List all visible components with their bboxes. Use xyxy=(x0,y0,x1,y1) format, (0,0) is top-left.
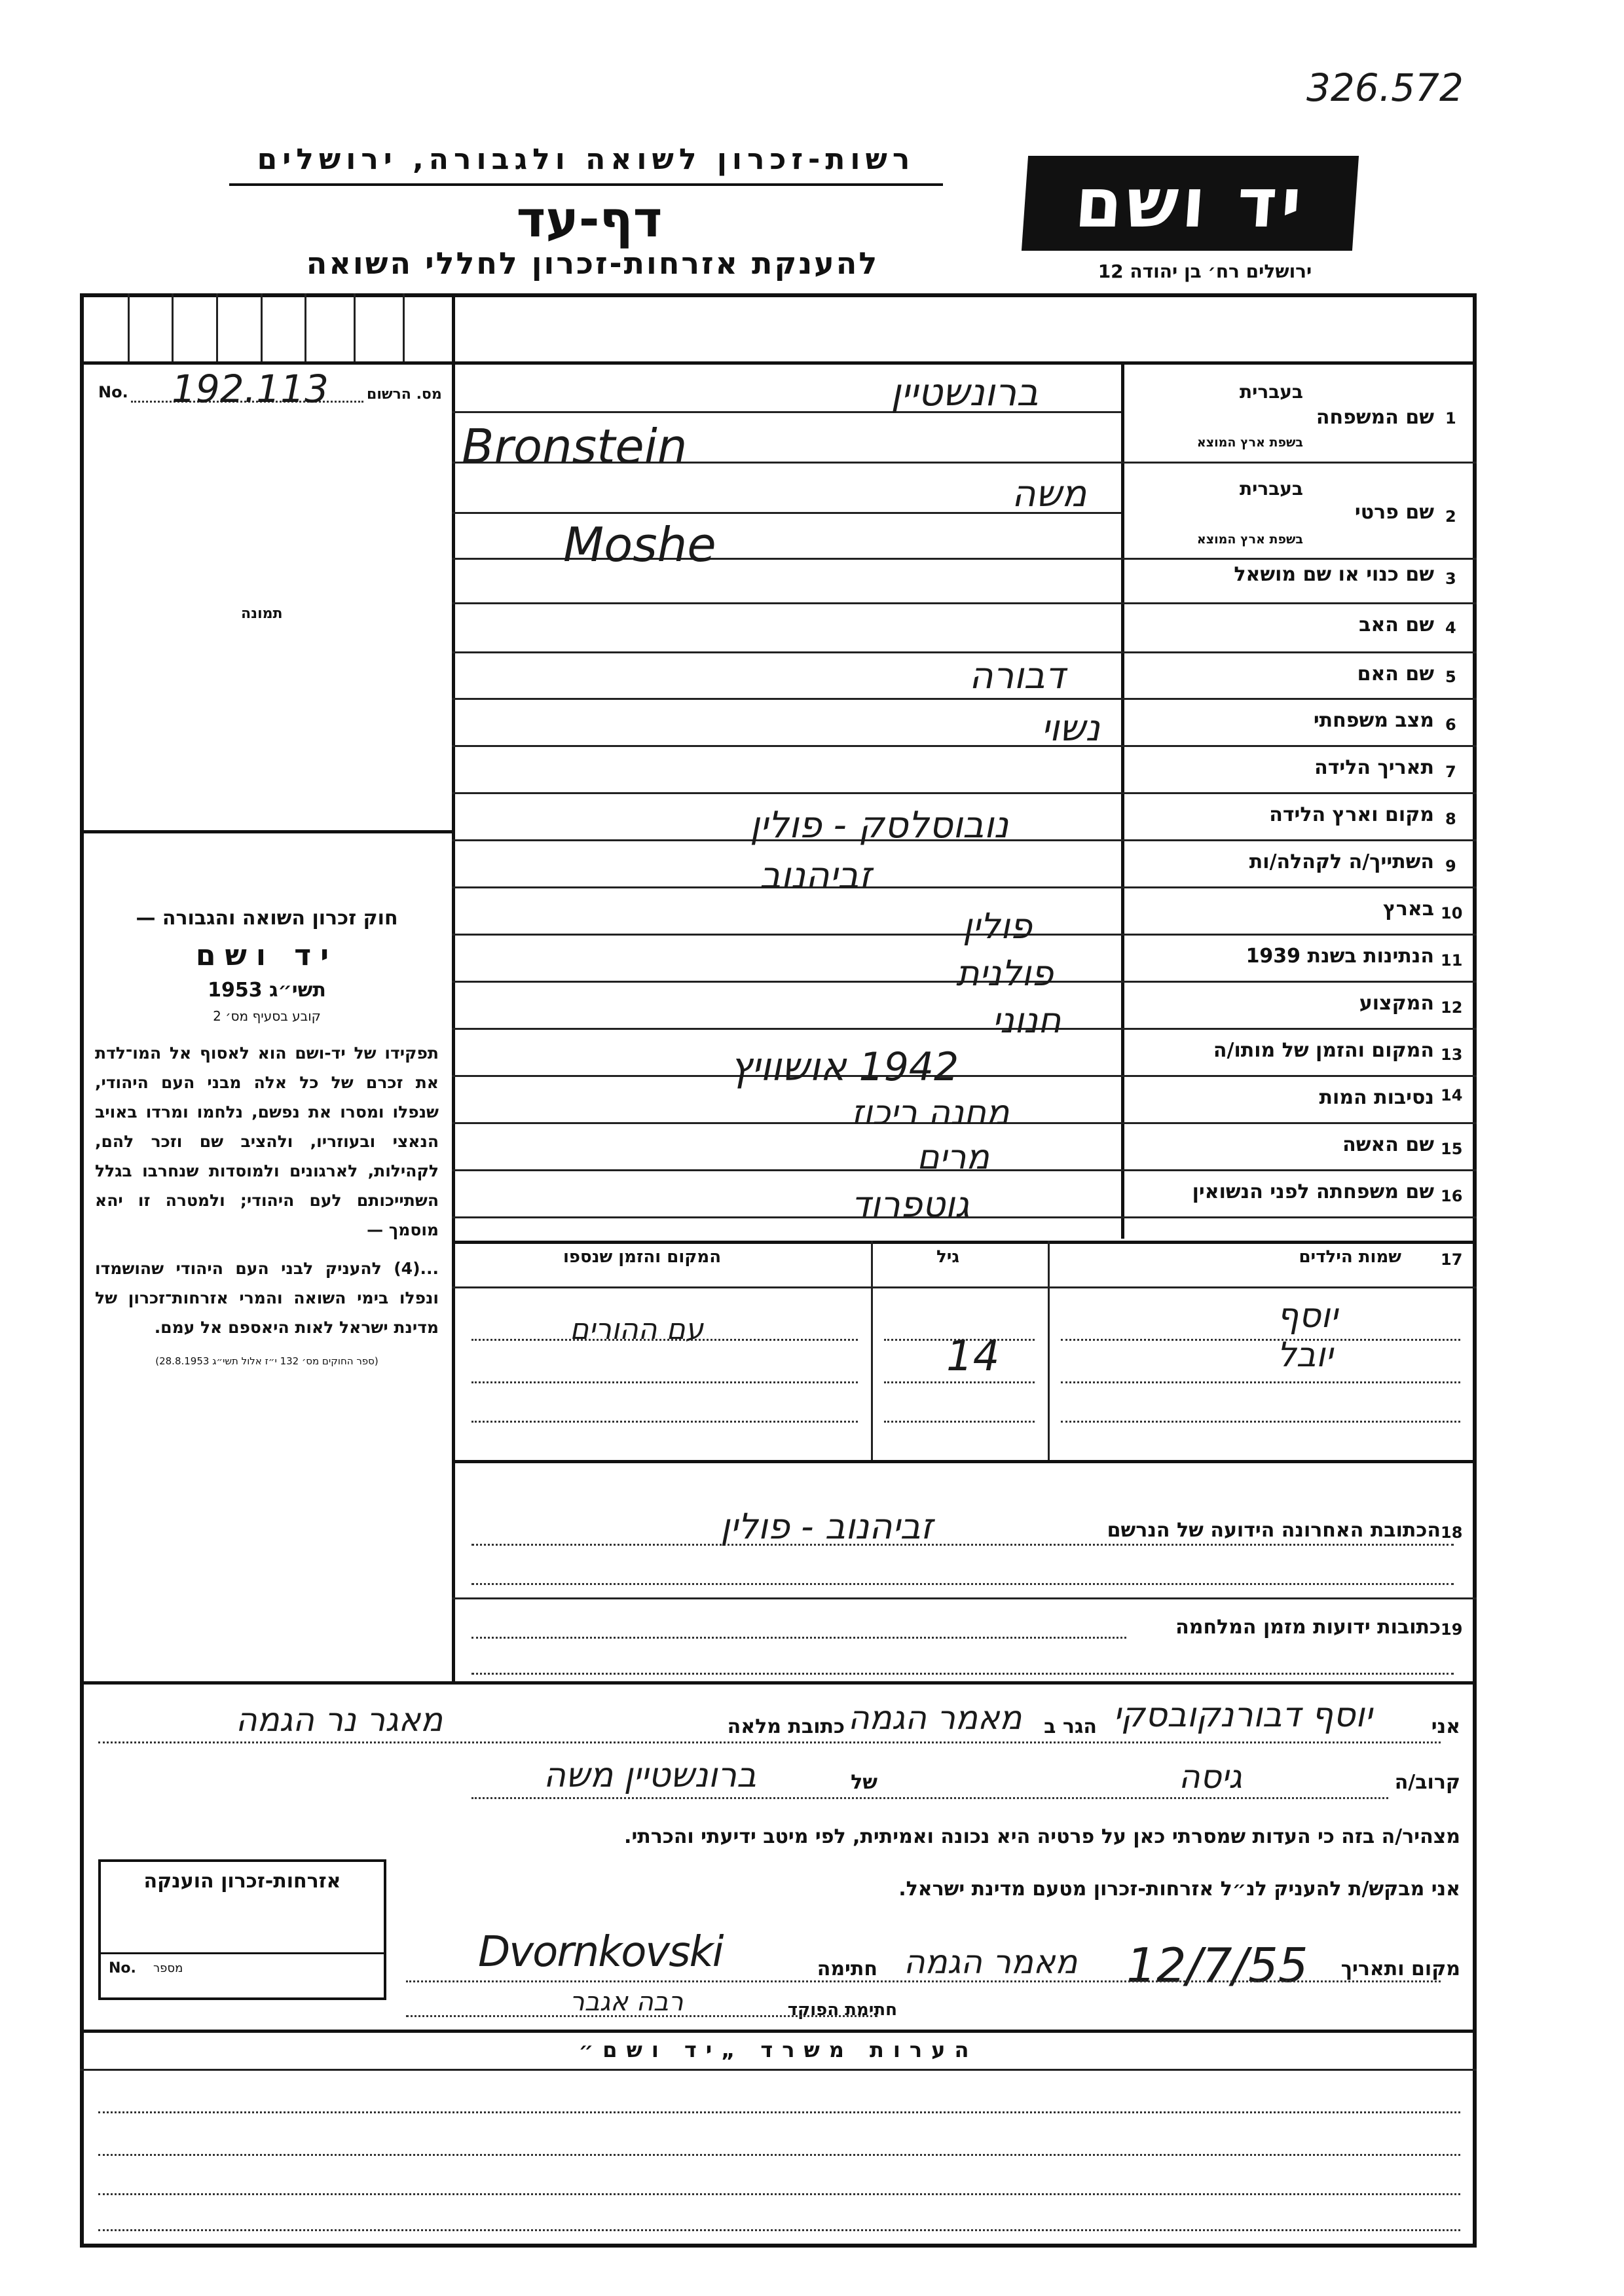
children-col-names: שמות הילדים xyxy=(1299,1247,1401,1267)
photo-label: תמונה xyxy=(241,606,283,622)
field-16-number: 16 xyxy=(1441,1187,1463,1205)
death-circumstances-value: מחנה ריכוז xyxy=(851,1093,1010,1133)
field-8-number: 8 xyxy=(1445,810,1456,828)
country-value: פולין xyxy=(963,905,1032,947)
declarant-relation: גיסה xyxy=(1179,1758,1242,1796)
surname-native: Bronstein xyxy=(462,419,688,474)
wife-maiden-name-value: גוטפרוד xyxy=(851,1184,970,1225)
archive-number: 326.572 xyxy=(1306,65,1464,110)
field-13-number: 13 xyxy=(1441,1046,1463,1064)
child-1-name: יוסף xyxy=(1277,1296,1338,1336)
field-2-number: 2 xyxy=(1445,507,1456,526)
declaration-i-label: אני xyxy=(1431,1715,1460,1738)
death-place-value: 1942 אושוויץ xyxy=(730,1044,959,1090)
place-date-label: מקום ותאריך xyxy=(1340,1958,1460,1980)
relative-of-name: ברונשטיין משה xyxy=(544,1756,757,1795)
field-1-label: שם המשפחה xyxy=(1316,406,1434,429)
citizenship-no-label: No. xyxy=(109,1960,136,1977)
officer-signature: רבה אגבר xyxy=(570,1987,684,2017)
field-19-number: 19 xyxy=(1441,1620,1463,1639)
citizenship-number-label: מספר xyxy=(153,1961,183,1975)
child-2-age: 14 xyxy=(946,1332,1000,1381)
field-12-number: 12 xyxy=(1441,998,1463,1017)
last-address-label: הכתובת האחרונה הידועה של הנרשם xyxy=(1107,1519,1441,1542)
firstname-hebrew: משה xyxy=(1012,473,1087,515)
declarant-signature: Dvornkovski xyxy=(478,1928,723,1977)
field-3-number: 3 xyxy=(1445,570,1456,588)
field-3-label: שם כנוי או שם מושאל xyxy=(1234,563,1434,586)
child-2-name: יובל xyxy=(1277,1336,1333,1375)
reg-number: 192.113 xyxy=(172,367,329,411)
form-subtitle: להענקת אזרחות-זכרון לחללי השואה xyxy=(306,246,879,281)
yad-vashem-logo xyxy=(1022,156,1359,251)
field-5-label: שם האם xyxy=(1357,663,1434,685)
field-8-label: מקום וארץ הלידה xyxy=(1269,803,1434,826)
field-2-sub-native: בשפת ארץ המוצא xyxy=(1196,532,1303,547)
field-4-number: 4 xyxy=(1445,619,1456,637)
field-14-label: נסיבות המות xyxy=(1319,1086,1434,1109)
logo-address: ירושלים רח׳ בן יהודה 12 xyxy=(1098,261,1312,282)
declaration-resides-label: הגר ב xyxy=(1044,1715,1097,1738)
declaration-of-label: של xyxy=(851,1771,877,1794)
field-9-number: 9 xyxy=(1445,857,1456,875)
field-2-label: שם פרטי xyxy=(1354,501,1434,524)
law-source: (ספר החוקים מס׳ 132 י״ז אלול תשי״ג 28.8.1953) xyxy=(155,1355,378,1367)
field-1-sub-heb: בעברית xyxy=(1239,381,1303,403)
remarks-title: הערות משרד „יד ושם״ xyxy=(578,2037,978,2062)
last-address-value: זביהנוב - פולין xyxy=(720,1506,933,1547)
declaration-statement-2: אני מבקש/ת להעניק לנ״ל אזרחות-זכרון מטעם מדינת ישראל. xyxy=(898,1878,1460,1901)
officer-signature-label: חתימת הפוקד xyxy=(787,2000,897,2020)
field-6-label: מצב משפחתי xyxy=(1313,709,1434,732)
field-13-label: המקום והזמן של מותו/ה xyxy=(1213,1039,1434,1062)
wartime-address-label: כתובות ידועות מזמן המלחמה xyxy=(1175,1616,1441,1639)
children-col-place: המקום והזמן שנספו xyxy=(563,1247,722,1267)
field-10-number: 10 xyxy=(1441,904,1463,922)
declarant-city: מאמר הגמה xyxy=(848,1699,1022,1737)
marital-status-value: נשוי xyxy=(1041,707,1100,750)
reg-label: מס. הרשום xyxy=(367,386,442,403)
field-11-number: 11 xyxy=(1441,951,1463,970)
field-18-number: 18 xyxy=(1441,1523,1463,1542)
field-7-label: תאריך הלידה xyxy=(1314,756,1434,779)
field-6-number: 6 xyxy=(1445,716,1456,734)
citizenship-box-title: אזרחות-זכרון הוענקה xyxy=(143,1870,341,1893)
declarant-address: מאגר נר הגמה xyxy=(236,1701,443,1739)
field-5-number: 5 xyxy=(1445,668,1456,686)
wife-name-value: מרים xyxy=(917,1138,989,1177)
law-name: יד ושם xyxy=(195,939,339,972)
field-10-label: בארץ xyxy=(1382,898,1434,920)
law-text-1: תפקידו של יד-ושם הוא לאסוף אל המו־לדת את זכרם של כל אלה מבני העם היהודי, שנפלו ומסרו את נפשם, נלחמו ומרדו באויב הנאצי ובעוזריו, ולהציב שם וזכר להם, לקהילות, לארגונים ולמוסדות שנחרבו בגלל השתייכותם לעם היהודי; ולמטרה זו יהא מוסמך — xyxy=(95,1044,439,1239)
field-11-label: הנתינות בשנת 1939 xyxy=(1246,945,1434,968)
field-4-label: שם האב xyxy=(1359,613,1434,636)
declaration-date: 12/7/55 xyxy=(1126,1938,1308,1993)
field-17-number: 17 xyxy=(1441,1250,1463,1269)
field-7-number: 7 xyxy=(1445,763,1456,781)
declarant-name: יוסף דבורנקובסקי xyxy=(1113,1696,1373,1735)
law-block xyxy=(95,907,439,1367)
field-14-number: 14 xyxy=(1441,1086,1463,1104)
surname-hebrew: ברונשטיין xyxy=(891,370,1039,414)
field-12-label: המקצוע xyxy=(1359,992,1434,1015)
profession-value: חנוני xyxy=(992,1000,1061,1041)
law-clause: קובע בסעיף מס׳ 2 xyxy=(213,1008,321,1024)
declaration-place: מאמר הגמה xyxy=(904,1943,1078,1981)
authority-title: רשות-זכרון לשואה ולגבורה, ירושלים xyxy=(257,143,915,176)
firstname-native: Moshe xyxy=(563,517,716,572)
nationality-value: פולנית xyxy=(956,953,1054,994)
citizenship-box xyxy=(98,1859,386,2000)
field-9-label: השתייך/ה לקהלה/ות xyxy=(1249,850,1434,873)
declaration-statement-1: מצהיר/ה בזה כי העדות שמסרתי כאן על פרטיה היא נכונה ואמיתית, לפי מיטב ידיעתי והכרתי. xyxy=(624,1825,1460,1848)
birthplace-value: נובוסלסק - פולין xyxy=(750,804,1009,847)
declaration-relative-label: קרוב/ה xyxy=(1394,1771,1460,1794)
child-place-value: עם ההורים xyxy=(570,1313,704,1346)
reg-no-label: No. xyxy=(98,383,128,401)
law-title: חוק זכרון השואה והגבורה — xyxy=(136,907,398,930)
field-16-label: שם משפחתה לפני הנשואין xyxy=(1192,1180,1434,1203)
law-year: תשי״ג 1953 xyxy=(208,979,326,1002)
children-col-age: גיל xyxy=(936,1247,960,1267)
law-text-2: ...(4) להעניק לבני העם היהודי שהושמדו ונפלו בימי השואה והמרי אזרחות־זכרון של מדינת ישראל לאות היאספם אל עמם. xyxy=(95,1259,439,1337)
field-2-sub-heb: בעברית xyxy=(1239,478,1303,500)
field-15-label: שם האשה xyxy=(1342,1133,1434,1156)
form-title: דף-עד xyxy=(516,190,663,248)
signature-label: חתימה xyxy=(817,1958,877,1980)
community-value: זביהנוב xyxy=(760,854,872,897)
field-15-number: 15 xyxy=(1441,1140,1463,1158)
field-1-sub-native: בשפת ארץ המוצא xyxy=(1196,435,1303,450)
logo-text: יד ושם xyxy=(1072,163,1308,243)
field-1-number: 1 xyxy=(1445,409,1456,428)
mother-name-value: דבורה xyxy=(969,655,1065,697)
declaration-address-label: כתובת מלאה xyxy=(727,1715,845,1738)
